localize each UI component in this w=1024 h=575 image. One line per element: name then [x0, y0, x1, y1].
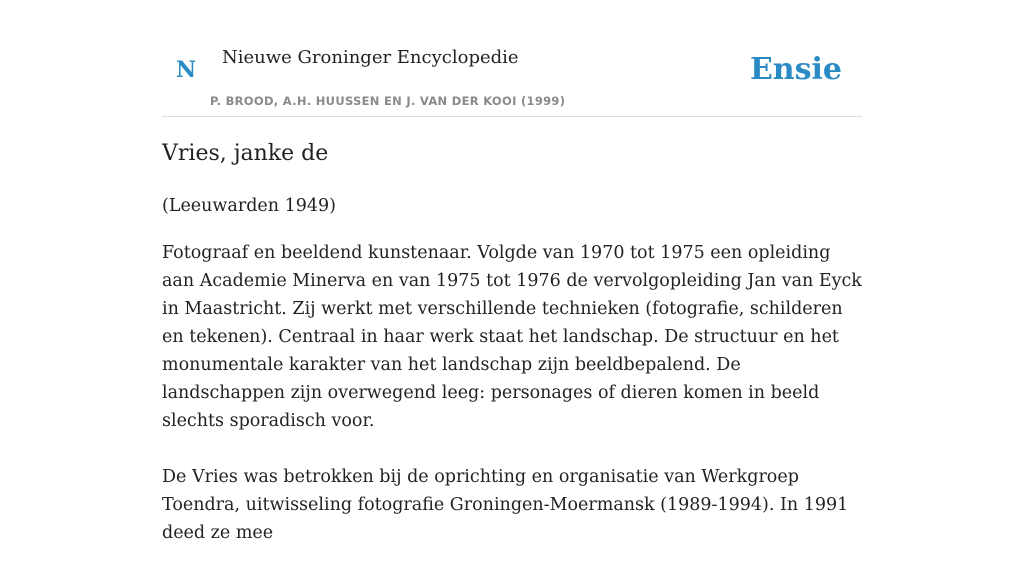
site-header	[162, 0, 862, 117]
encyclopedia-logo-icon[interactable]: N	[176, 57, 197, 83]
encyclopedia-title[interactable]: Nieuwe Groninger Encyclopedie	[222, 47, 519, 68]
article-paragraph: Fotograaf en beeldend kunstenaar. Volgde van 1970 tot 1975 een opleiding aan Academie Minerva en van 1975 tot 1976 de vervolgopleiding Jan van Eyck in Maastricht. Zij werkt met verschillende technieken (fotografie, schilderen en tekenen). Centraal in haar werk staat het landschap. De structuur en het monumentale karakter van het landschap zijn beeldbepalend. De landschappen zijn overwegend leeg: personages of dieren komen in beeld slechts sporadisch voor.	[162, 243, 862, 431]
article-headword: Vries, janke de	[162, 141, 329, 166]
article-paragraph: De Vries was betrokken bij de oprichting en organisatie van Werkgroep Toendra, uitwisseling fotografie Groningen-Moermansk (1989-1994). In 1991 deed ze mee	[162, 467, 849, 543]
encyclopedia-authors: P. BROOD, A.H. HUUSSEN EN J. VAN DER KOOI (1999)	[210, 94, 566, 108]
article-body	[162, 239, 862, 575]
ensie-brand-logo[interactable]: Ensie	[749, 52, 842, 87]
article-birth-info: (Leeuwarden 1949)	[162, 196, 336, 216]
